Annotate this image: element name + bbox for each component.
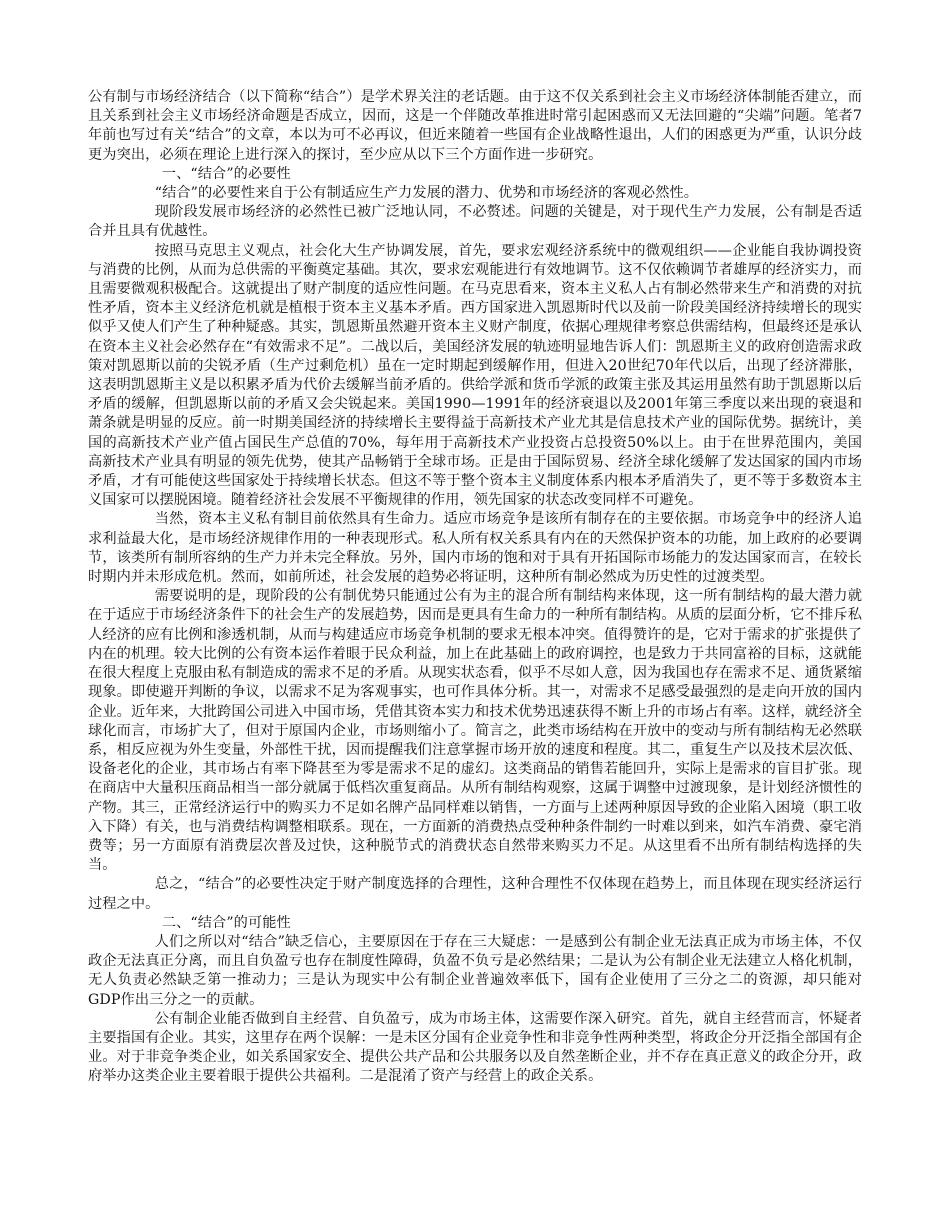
body-paragraph: 当然，资本主义私有制目前依然具有生命力。适应市场竞争是该所有制存在的主要依据。市场竞争中的经济人追求利益最大化，是市场经济规律作用的一种表现形式。私人所有权关系具有内在的天然保护资本的功能，加上政府的必要调节，该类所有制所容纳的生产力并未完全释放。另外，国内市场的饱和对于具有开拓国际市场能力的发达国家而言，在较长时期内并未形成危机。然而，如前所述，社会发展的趋势必将证明，这种所有制必然成为历史性的过渡类型。	[88, 511, 862, 586]
body-paragraph: 总之，“结合”的必要性决定于财产制度选择的合理性，这种合理性不仅体现在趋势上，而且体现在现实经济运行过程之中。	[88, 876, 862, 912]
section-heading-necessity: 一、“结合”的必要性	[161, 165, 291, 182]
body-paragraph: 现阶段发展市场经济的必然性已被广泛地认同，不必赘述。问题的关键是，对于现代生产力发展，公有制是否适合并且具有优越性。	[88, 204, 862, 240]
body-paragraph: 人们之所以对“结合”缺乏信心，主要原因在于存在三大疑虑：一是感到公有制企业无法真正成为市场主体，不仅政企无法真正分离，而且自负盈亏也存在制度性障碍，负盈不负亏是必然结果；二是认为公有制企业无法建立人格化机制，无人负责必然缺乏第一推动力；三是认为现实中公有制企业普遍效率低下，国有企业使用了三分之二的资源，却只能对GDP作出三分之一的贡献。	[88, 933, 862, 1008]
body-paragraph: 需要说明的是，现阶段的公有制优势只能通过公有为主的混合所有制结构来体现，这一所有制结构的最大潜力就在于适应于市场经济条件下的社会生产的发展趋势，因而是更具有生命力的一种所有制结构。从质的层面分析，它不排斥私人经济的应有比例和渗透机制，从而与构建适应市场竞争机制的要求无根本冲突。值得赞许的是，它对于需求的扩张提供了内在的机理。较大比例的公有资本运作着眼于民众利益，加上在此基础上的政府调控，也是致力于共同富裕的目标，这就能在很大程度上克服由私有制造成的需求不足的矛盾。从现实状态看，似乎不尽如人意，因为我国也存在需求不足、通货紧缩现象。即使避开判断的争议，以需求不足为客观事实，也可作具体分析。其一，对需求不足感受最强烈的是走向开放的国内企业。近年来，大批跨国公司进入中国市场，凭借其资本实力和技术优势迅速获得不断上升的市场占有率。这样，就经济全球化而言，市场扩大了，但对于原国内企业，市场则缩小了。简言之，此类市场结构在开放中的变动与所有制结构无必然联系，相反应视为外生变量，外部性干扰，因而提醒我们注意掌握市场开放的速度和程度。其二，重复生产以及技术层次低、设备老化的企业，其市场占有率下降甚至为零是需求不足的虚幻。这类商品的销售若能回升，实际上是需求的盲目扩张。现在商店中大量积压商品相当一部分就属于低档次重复商品。从所有制结构观察，这属于调整中过渡现象，是计划经济惯性的产物。其三，正常经济运行中的购买力不足如名牌产品同样难以销售，一方面与上述两种原因导致的企业陷入困境（职工收入下降）有关，也与消费结构调整相联系。现在，一方面新的消费热点受种种条件制约一时难以到来，如汽车消费、豪宅消费等；另一方面原有消费层次普及过快，这种脱节式的消费状态自然带来购买力不足。从这里看不出所有制结构选择的失当。	[88, 588, 862, 874]
body-paragraph: 按照马克思主义观点，社会化大生产协调发展，首先，要求宏观经济系统中的微观组织——企业能自我协调投资与消费的比例，从而为总供需的平衡奠定基础。其次，要求宏观能进行有效地调节。这不仅依赖调节者雄厚的经济实力，而且需要微观积极配合。这就提出了财产制度的适应性问题。在马克思看来，资本主义私人占有制必然带来生产和消费的对抗性矛盾，资本主义经济危机就是植根于资本主义基本矛盾。西方国家进入凯恩斯时代以及前一阶段美国经济持续增长的现实似乎又使人们产生了种种疑惑。其实，凯恩斯虽然避开资本主义财产制度，依据心理规律考察总供需结构，但最终还是承认在资本主义社会必然存在“有效需求不足”。二战以后，美国经济发展的轨迹明显地告诉人们：凯恩斯主义的政府创造需求政策对凯恩斯以前的尖锐矛盾（生产过剩危机）虽在一定时期起到缓解作用，但进入20世纪70年代以后，出现了经济滞胀，这表明凯恩斯主义是以积累矛盾为代价去缓解当前矛盾的。供给学派和货币学派的政策主张及其运用虽然有助于凯恩斯以后矛盾的缓解，但凯恩斯以前的矛盾又会尖锐起来。美国1990—1991年的经济衰退以及2001年第三季度以来出现的衰退和萧条就是明显的反应。前一时期美国经济的持续增长主要得益于高新技术产业尤其是信息技术产业的国际优势。据统计，美国的高新技术产业产值占国民生产总值的70%，每年用于高新技术产业投资占总投资50%以上。由于在世界范围内，美国高新技术产业具有明显的领先优势，使其产品畅销于全球市场。正是由于国际贸易、经济全球化缓解了发达国家的国内市场矛盾，才有可能使这些国家处于持续增长状态。但这不等于整个资本主义制度体系内根本矛盾消失了，更不等于多数资本主义国家可以摆脱困境。随着经济社会发展不平衡规律的作用，领先国家的状态改变同样不可避免。	[88, 242, 862, 509]
section-heading-possibility: 二、“结合”的可能性	[161, 914, 291, 931]
intro-paragraph: 公有制与市场经济结合（以下简称“结合”）是学术界关注的老话题。由于这不仅关系到社会主义市场经济体制能否建立，而且关系到社会主义市场经济命题是否成立，因而，这是一个伴随改革推进时常引起困惑而又无法回避的“尖端”问题。笔者7年前也写过有关“结合”的文章，本以为可不必再议，但近来随着一些国有企业战略性退出，人们的困惑更为严重，认识分歧更为突出，必须在理论上进行深入的探讨，至少应从以下三个方面作进一步研究。	[88, 89, 862, 163]
document-body	[88, 88, 862, 1087]
body-paragraph: “结合”的必要性来自于公有制适应生产力发展的潜力、优势和市场经济的客观必然性。	[154, 185, 699, 202]
body-paragraph: 公有制企业能否做到自主经营、自负盈亏，成为市场主体，这需要作深入研究。首先，就自主经营而言，怀疑者主要指国有企业。其实，这里存在两个误解：一是未区分国有企业竞争性和非竞争性两种类型，将政企分开泛指全部国有企业。对于非竞争类企业，如关系国家安全、提供公共产品和公共服务以及自然垄断企业，并不存在真正意义的政企分开，政府举办这类企业主要着眼于提供公共福利。二是混淆了资产与经营上的政企关系。	[88, 1010, 862, 1085]
